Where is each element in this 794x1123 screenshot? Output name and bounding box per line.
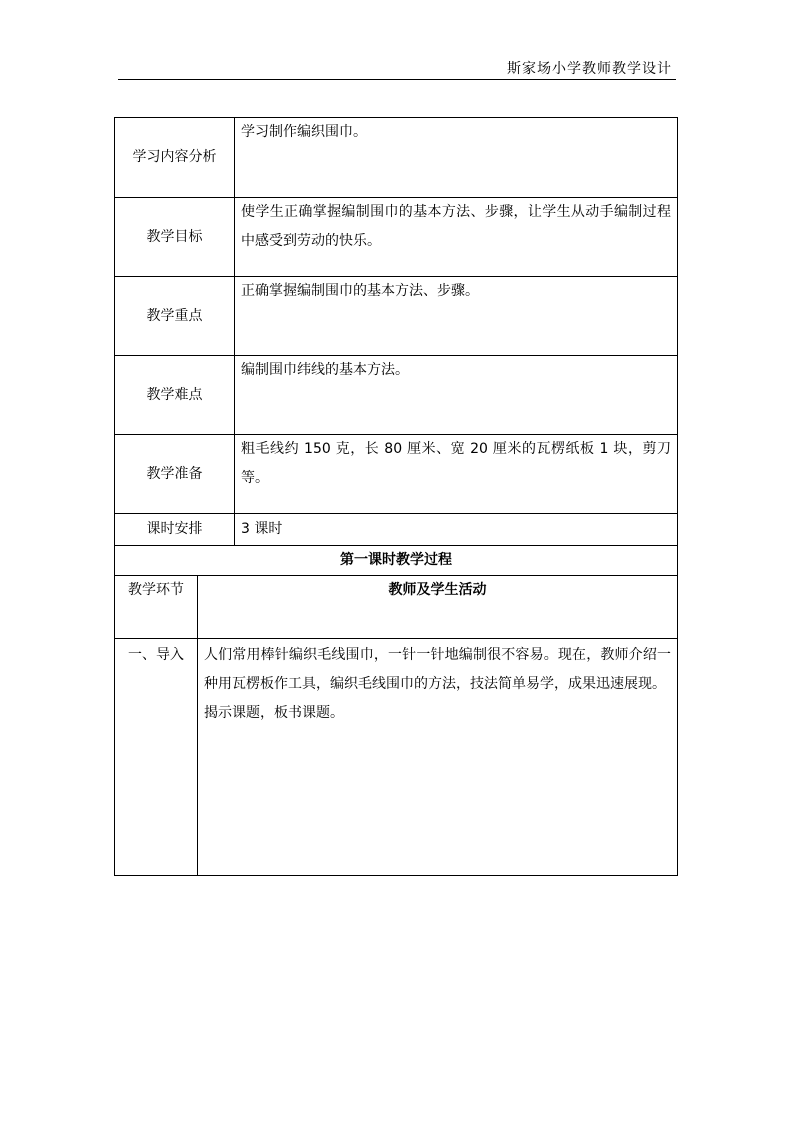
row-value: 正确掌握编制围巾的基本方法、步骤。 xyxy=(241,283,479,299)
page-header-title: 斯家场小学教师教学设计 xyxy=(507,61,672,77)
process-title: 第一课时教学过程 xyxy=(340,552,452,568)
table-row-content-analysis xyxy=(115,118,678,198)
table-row-difficulties xyxy=(115,356,678,435)
row-label: 教学难点 xyxy=(115,356,235,434)
process-title-row xyxy=(115,546,678,576)
row-value: 使学生正确掌握编制围巾的基本方法、步骤，让学生从动手编制过程中感受到劳动的快乐。 xyxy=(241,204,671,249)
row-label: 教学准备 xyxy=(115,435,235,513)
row-label: 教学重点 xyxy=(115,277,235,355)
step-name: 一、导入 xyxy=(115,639,198,875)
step-paragraph: 揭示课题，板书课题。 xyxy=(204,705,344,721)
row-value: 编制围巾纬线的基本方法。 xyxy=(241,362,409,378)
row-label: 学习内容分析 xyxy=(115,118,235,197)
row-label: 教学目标 xyxy=(115,198,235,276)
table-row-objectives xyxy=(115,198,678,277)
table-row-key-points xyxy=(115,277,678,356)
row-label: 课时安排 xyxy=(115,514,235,545)
row-value: 3 课时 xyxy=(241,521,283,537)
page-header xyxy=(118,55,676,80)
column-header-activities: 教师及学生活动 xyxy=(388,582,487,598)
process-step-row xyxy=(115,639,678,876)
step-activities xyxy=(198,639,677,875)
process-header-row xyxy=(115,576,678,639)
table-row-preparation xyxy=(115,435,678,514)
row-value: 粗毛线约 150 克，长 80 厘米、宽 20 厘米的瓦楞纸板 1 块，剪刀等。 xyxy=(241,441,671,486)
step-paragraph: 人们常用棒针编织毛线围巾，一针一针地编制很不容易。现在，教师介绍一种用瓦楞板作工具，编织毛线围巾的方法，技法简单易学，成果迅速展现。 xyxy=(204,647,671,692)
lesson-plan-table xyxy=(114,117,678,876)
column-header-stage: 教学环节 xyxy=(115,576,198,638)
row-value: 学习制作编织围巾。 xyxy=(241,124,367,140)
table-row-schedule xyxy=(115,514,678,546)
